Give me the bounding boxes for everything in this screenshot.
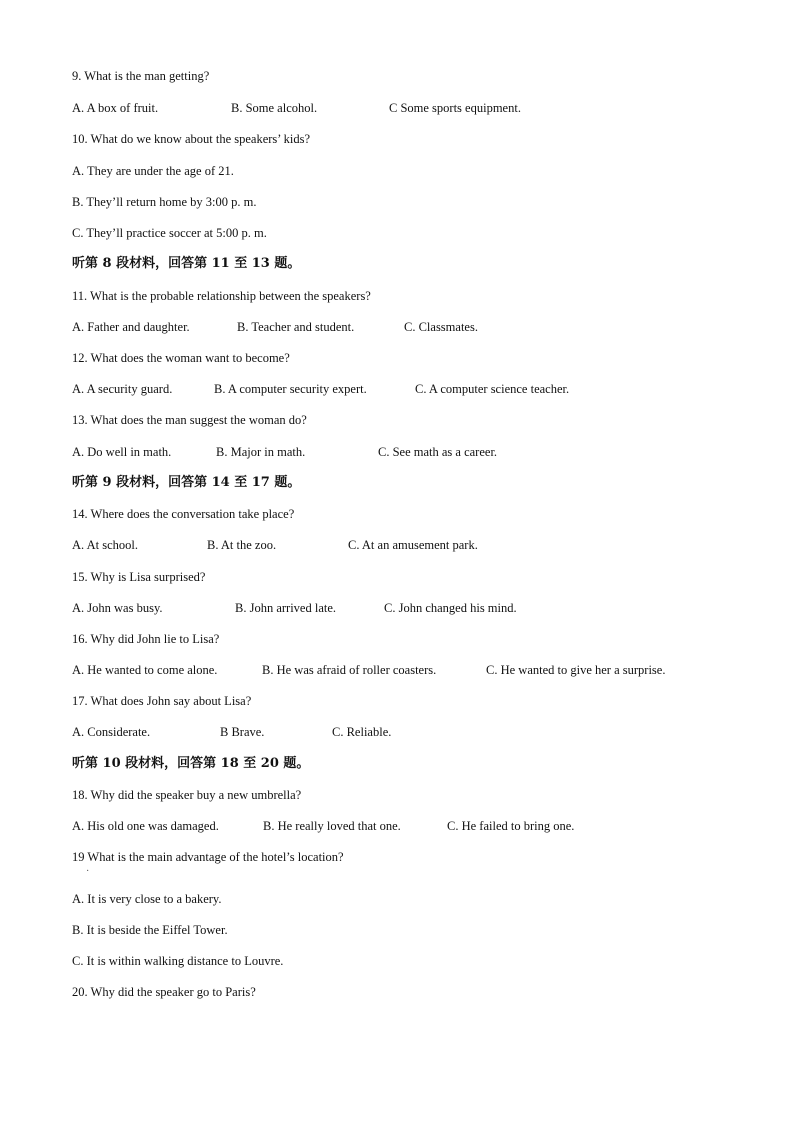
- answer-option: A. Considerate.: [72, 725, 151, 739]
- option-row: [0, 444, 794, 460]
- question-text: 14. Where does the conversation take place?: [72, 507, 295, 521]
- answer-option: A. His old one was damaged.: [72, 819, 219, 833]
- answer-option: A. John was busy.: [72, 601, 163, 615]
- question-text: A. It is very close to a bakery.: [72, 892, 222, 906]
- section-heading: 听第 9 段材料，回答第 14 至 17 题。: [72, 475, 301, 490]
- answer-option: C. Reliable.: [332, 725, 392, 739]
- answer-option: A. A security guard.: [72, 382, 173, 396]
- stray-dot: ·: [86, 866, 90, 877]
- question-text: C. It is within walking distance to Louvre.: [72, 954, 284, 968]
- option-row: [0, 381, 794, 397]
- answer-option: C. He failed to bring one.: [447, 819, 575, 833]
- question-text: 18. Why did the speaker buy a new umbrella?: [72, 788, 302, 802]
- answer-option: B. Major in math.: [216, 445, 306, 459]
- option-row: [0, 724, 794, 740]
- question-text: A. They are under the age of 21.: [72, 164, 234, 178]
- answer-option: C. John changed his mind.: [384, 601, 517, 615]
- answer-option: B. John arrived late.: [235, 601, 337, 615]
- question-text: 20. Why did the speaker go to Paris?: [72, 985, 256, 999]
- answer-option: C. He wanted to give her a surprise.: [486, 663, 666, 677]
- option-row: [0, 100, 794, 116]
- question-text: 17. What does John say about Lisa?: [72, 694, 252, 708]
- answer-option: B. A computer security expert.: [214, 382, 367, 396]
- answer-option: C. A computer science teacher.: [415, 382, 570, 396]
- answer-option: B. Teacher and student.: [237, 320, 355, 334]
- question-text: 12. What does the woman want to become?: [72, 351, 290, 365]
- question-text: 11. What is the probable relationship between the speakers?: [72, 289, 371, 303]
- answer-option: B. Some alcohol.: [231, 101, 318, 115]
- answer-option: C. See math as a career.: [378, 445, 498, 459]
- answer-option: B. He was afraid of roller coasters.: [262, 663, 437, 677]
- answer-option: B. He really loved that one.: [263, 819, 401, 833]
- answer-option: A. He wanted to come alone.: [72, 663, 218, 677]
- answer-option: C. Classmates.: [404, 320, 478, 334]
- answer-option: C. At an amusement park.: [348, 538, 478, 552]
- answer-option: C Some sports equipment.: [389, 101, 521, 115]
- question-text: 13. What does the man suggest the woman do?: [72, 413, 307, 427]
- option-row: [0, 662, 794, 678]
- section-heading: 听第 10 段材料，回答第 18 至 20 题。: [72, 756, 310, 771]
- option-row: [0, 600, 794, 616]
- section-heading: 听第 8 段材料，回答第 11 至 13 题。: [72, 256, 301, 271]
- question-text: B. It is beside the Eiffel Tower.: [72, 923, 228, 937]
- question-text: C. They’ll practice soccer at 5:00 p. m.: [72, 226, 267, 240]
- option-row: [0, 537, 794, 553]
- answer-option: B. At the zoo.: [207, 538, 277, 552]
- question-text: B. They’ll return home by 3:00 p. m.: [72, 195, 257, 209]
- question-text: 16. Why did John lie to Lisa?: [72, 632, 220, 646]
- question-text: 19 What is the main advantage of the hotel’s location?: [72, 850, 344, 864]
- question-text: 9. What is the man getting?: [72, 69, 210, 83]
- answer-option: A. At school.: [72, 538, 138, 552]
- question-text: 15. Why is Lisa surprised?: [72, 570, 206, 584]
- answer-option: A. Do well in math.: [72, 445, 172, 459]
- answer-option: A. A box of fruit.: [72, 101, 159, 115]
- option-row: [0, 319, 794, 335]
- question-text: 10. What do we know about the speakers’ kids?: [72, 132, 311, 146]
- answer-option: B Brave.: [220, 725, 265, 739]
- answer-option: A. Father and daughter.: [72, 320, 190, 334]
- option-row: [0, 818, 794, 834]
